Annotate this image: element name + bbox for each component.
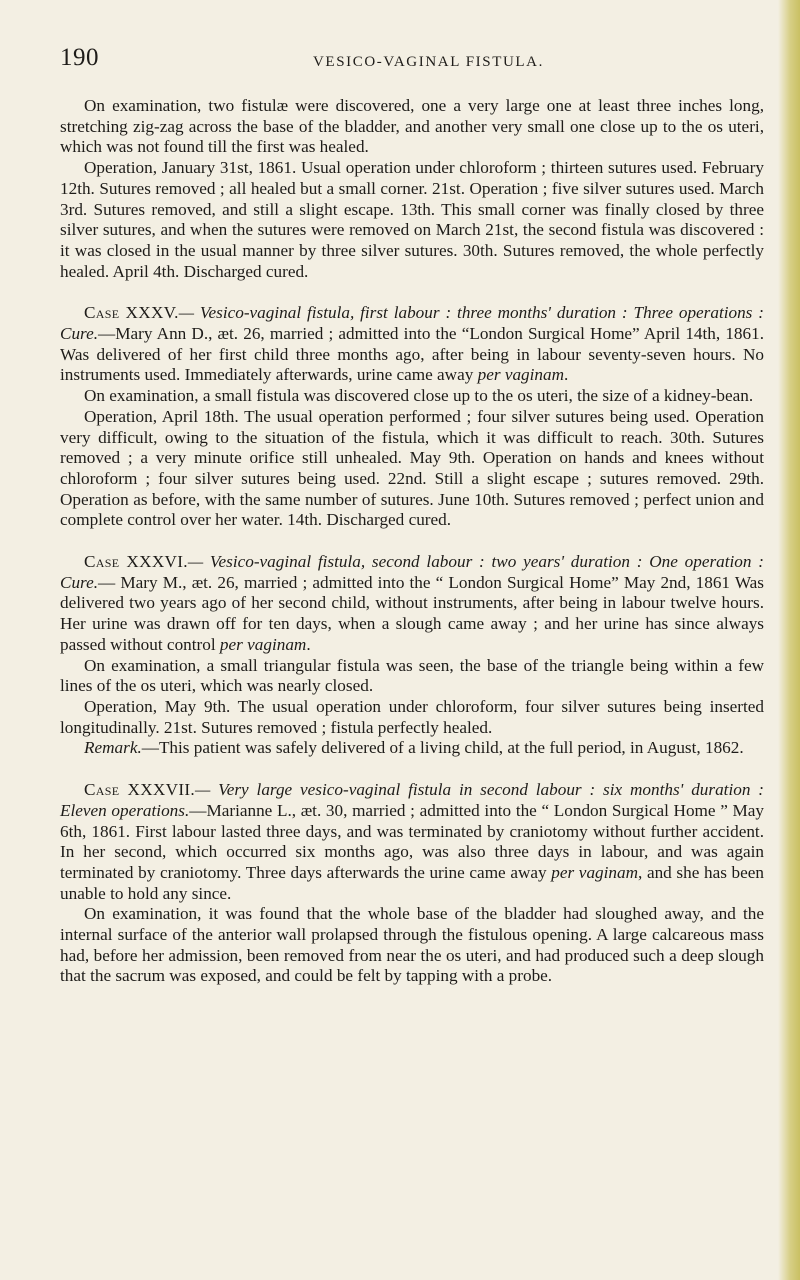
case-37-title: — Very large vesico-vaginal fistula in second labour : six months' duration : Eleven operations. [60,780,764,820]
case-36-examination: On examination, a small triangular fistula was seen, the base of the triangle being within a few lines of the os uteri, which was nearly closed. [60,655,764,696]
case-35-heading-paragraph [60,303,764,386]
case-35-examination: On examination, a small fistula was discovered close up to the os uteri, the size of a kidney-bean. [84,386,754,406]
case-37-heading-paragraph [60,780,764,904]
case-37-examination: On examination, it was found that the whole base of the bladder had sloughed away, and the internal surface of the anterior wall prolapsed through the fistulous opening. A large calcareous mass had, before her admission, been removed from near the os uteri, and had produced such a deep slough that the sacrum was exposed, and could be felt by tapping with a probe. [60,904,764,986]
case-35-body-b: . [564,365,569,385]
case-36-body-b: . [306,634,311,654]
body-text [60,96,764,987]
case-36-remark-label: Remark. [84,738,142,758]
case-36-label: Case XXXVI. [84,552,188,572]
page-number: 190 [60,44,99,71]
case-37-label: Case XXXVII. [84,780,195,800]
case-35-operation: Operation, April 18th. The usual operation performed ; four silver sutures being used. Operation very difficult, owing to the situation of the fistula, which it was difficult to reach. 30th. Sutures removed ; a very minute orifice still unhealed. May 9th. Operation on hands and knees without chloroform ; four silver sutures being used. 22nd. Still a slight escape ; sutures removed. 29th. Operation as before, with the same number of sutures. June 10th. Sutures removed ; perfect union and complete control over her water. 14th. Discharged cured. [60,406,764,530]
page-edge-shadow [778,0,800,1280]
case-37-per-vaginam: per vaginam [551,862,639,882]
case-37-body-a: —Marianne L., æt. 30, married ; admitted into the “ London Surgical Home ” May 6th, 1861. First labour lasted three days, and was terminated by craniotomy without further accident. In her second, which occurred six months ago, was also three days in labour, and was again terminated by craniotomy. Three days afterwards the urine came away [60,800,765,882]
case-36-remark [60,738,764,759]
running-head: VESICO-VAGINAL FISTULA. [313,54,544,70]
page-header [60,44,760,84]
case-36-per-vaginam: per vaginam [219,634,307,654]
case-36-title: — Vesico-vaginal fistula, second labour : two years' duration : One operation : Cure. [60,552,764,592]
case-35-body-a: —Mary Ann D., æt. 26, married ; admitted into the “London Surgical Home” April 14th, 1861. Was delivered of her first child three months ago, after being in labour seventy-seven hours. No instruments used. Immediately afterwards, urine came away [60,324,764,385]
paragraph-intro-operation: Operation, January 31st, 1861. Usual operation under chloroform ; thirteen sutures used. February 12th. Sutures removed ; all healed but a small corner. 21st. Operation ; five silver sutures used. March 3rd. Sutures removed, and still a slight escape. 13th. This small corner was finally closed by three silver sutures, and when the sutures were removed on March 21st, the second fistula was discovered : it was closed in the usual manner by three silver sutures. 30th. Sutures removed, the whole perfectly healed. April 4th. Discharged cured. [60,158,764,281]
case-35-title: — Vesico-vaginal fistula, first labour : three months' duration : Three operations : Cure. [60,303,764,344]
case-35-per-vaginam: per vaginam [477,365,565,385]
case-36-body-a: — Mary M., æt. 26, married ; admitted into the “ London Surgical Home” May 2nd, 1861 Was delivered two years ago of her second child, without instruments, after being in labour twelve hours. Her urine was drawn off for ten days, when a slough came away ; and her urine has since always passed without control [60,572,764,654]
case-36-remark-text: —This patient was safely delivered of a living child, at the full period, in August, 1862. [141,738,744,758]
case-36-operation: Operation, May 9th. The usual operation under chloroform, four silver sutures being inserted longitudinally. 21st. Sutures removed ; fistula perfectly healed. [60,696,764,737]
case-36-heading-paragraph [60,552,764,656]
paragraph-intro-examination: On examination, two fistulæ were discovered, one a very large one at least three inches long, stretching zig-zag across the base of the bladder, and another very small one close up to the os uteri, which was not found till the first was healed. [60,96,764,157]
case-37-body-b: , and she has been unable to hold any since. [60,862,764,903]
case-35-label: Case XXXV. [84,303,179,323]
